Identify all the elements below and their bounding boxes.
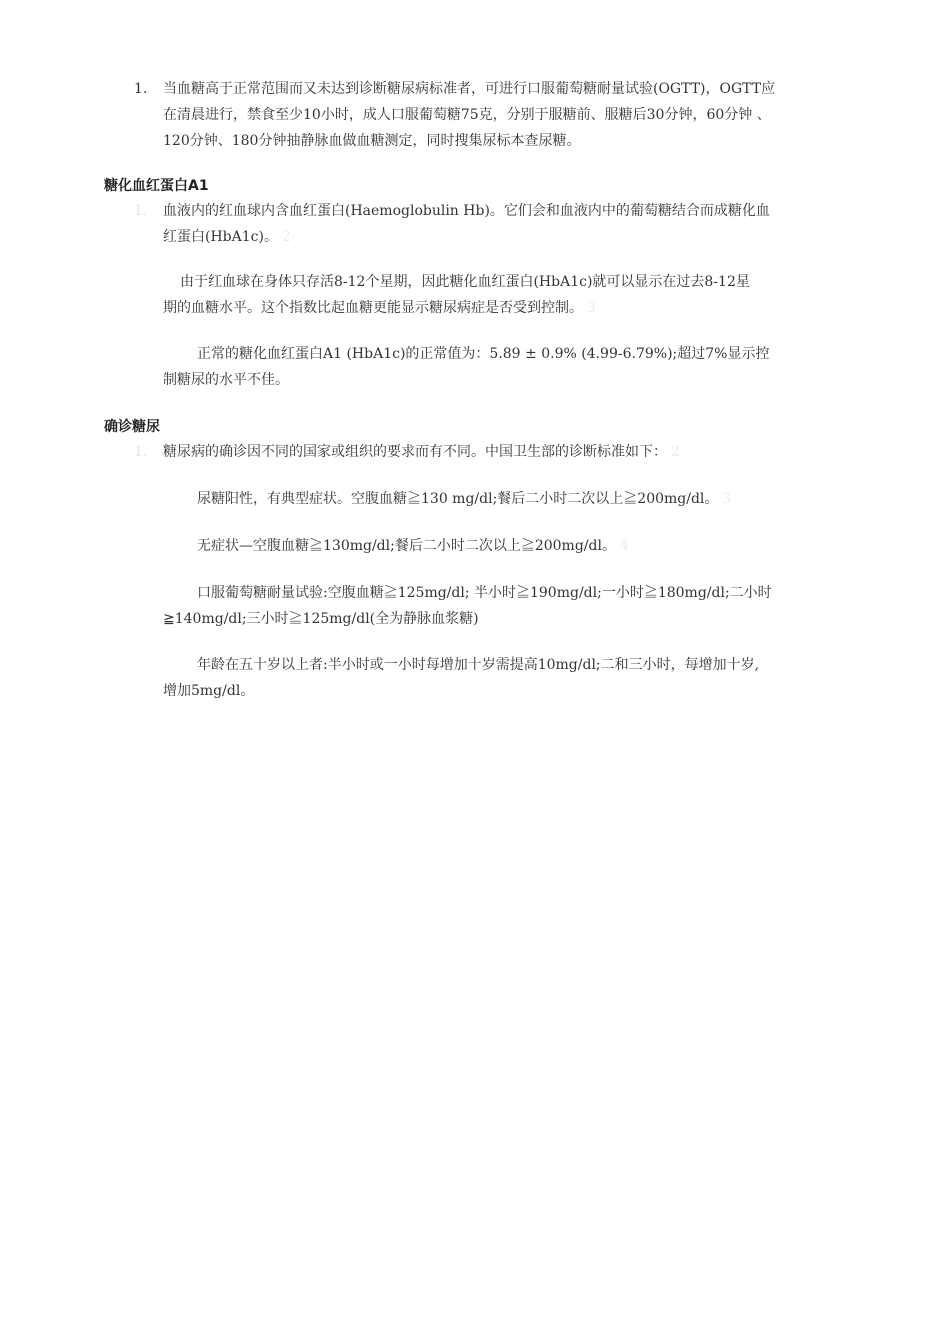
text-line: 120分钟、180分钟抽静脉血做血糖测定，同时搜集尿标本查尿糖。	[163, 133, 581, 149]
text-line: 由于红血球在身体只存活8-12个星期，因此糖化血红蛋白(HbA1c)就可以显示在过去8-12星	[180, 274, 750, 290]
section-heading-diagnosis: 确诊糖尿	[104, 419, 160, 435]
footnote-mark: 2	[671, 444, 680, 460]
text-line: 尿糖阳性，有典型症状。空腹血糖≧130 mg/dl;餐后二小时二次以上≧200mg/dl。	[197, 491, 719, 507]
text-line: 当血糖高于正常范围而又未达到诊断糖尿病标准者，可进行口服葡萄糖耐量试验(OGTT)，OGTT应	[163, 81, 776, 97]
text-line: 糖尿病的确诊因不同的国家或组织的要求而有不同。中国卫生部的诊断标准如下：	[163, 444, 667, 460]
ogtt-paragraph	[163, 76, 775, 154]
text-line: 年龄在五十岁以上者:半小时或一小时每增加十岁需提高10mg/dl;二和三小时，每增加十岁,	[197, 657, 760, 673]
text-line: ≧140mg/dl;三小时≧125mg/dl(全为静脉血浆糖)	[163, 611, 479, 627]
text-line: 制糖尿的水平不佳。	[163, 372, 289, 388]
hba1c-intro-paragraph	[163, 198, 770, 250]
footnote-mark: 3	[722, 491, 732, 507]
hba1c-normal-range-paragraph	[163, 341, 769, 393]
footnote-mark: 3	[587, 300, 596, 316]
list-number: 1.	[134, 444, 148, 460]
section-heading-hba1c: 糖化血红蛋白A1	[104, 178, 209, 194]
diagnosis-criterion-1	[197, 486, 731, 512]
text-line: 增加5mg/dl。	[163, 683, 255, 699]
text-line: 红蛋白(HbA1c)。	[163, 229, 278, 245]
diagnosis-criterion-4	[163, 652, 759, 704]
text-line: 无症状—空腹血糖≧130mg/dl;餐后二小时二次以上≧200mg/dl。	[197, 538, 616, 554]
footnote-mark: 4	[619, 538, 629, 554]
footnote-mark: 2	[281, 229, 291, 245]
text-line: 期的血糖水平。这个指数比起血糖更能显示糖尿病症是否受到控制。	[163, 300, 583, 316]
list-number: 1.	[134, 203, 148, 219]
diagnosis-criterion-2	[197, 533, 629, 559]
hba1c-lifespan-paragraph	[163, 269, 750, 321]
text-line: 血液内的红血球内含血红蛋白(Haemoglobulin Hb)。它们会和血液内中的葡萄糖结合而成糖化血	[163, 203, 770, 219]
diagnosis-intro	[163, 439, 680, 465]
text-line: 在清晨进行，禁食至少10小时，成人口服葡萄糖75克，分别于服糖前、服糖后30分钟，60分钟 、	[163, 107, 771, 123]
text-line: 口服葡萄糖耐量试验:空腹血糖≧125mg/dl; 半小时≧190mg/dl;一小时≧180mg/dl;二小时	[197, 585, 772, 601]
list-number: 1.	[134, 81, 148, 97]
text-line: 正常的糖化血红蛋白A1 (HbA1c)的正常值为：5.89 ± 0.9% (4.99-6.79%);超过7%显示控	[197, 346, 770, 362]
diagnosis-criterion-3	[163, 580, 772, 632]
